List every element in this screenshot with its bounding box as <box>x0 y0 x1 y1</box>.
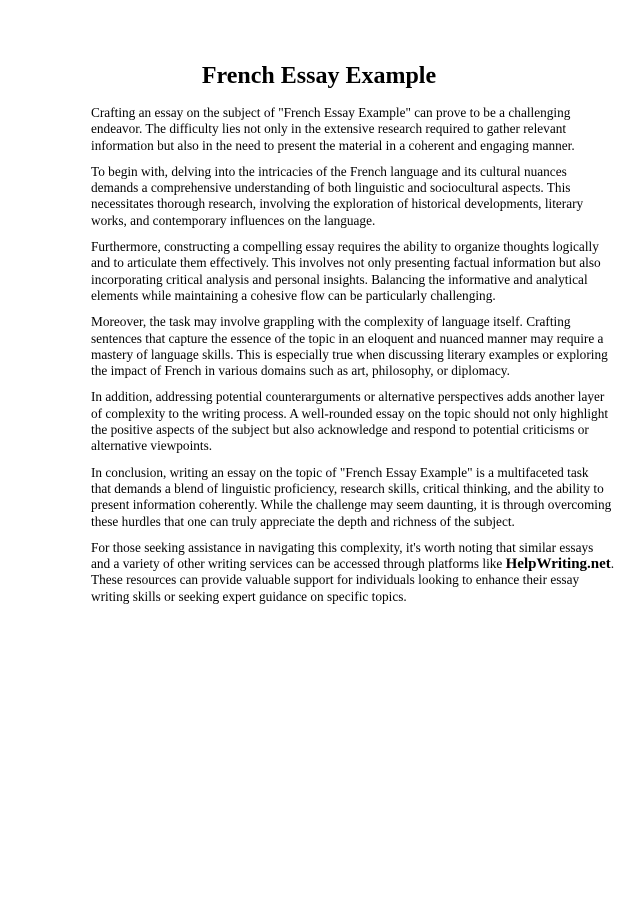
text-line: Furthermore, constructing a compelling essay requires the ability to organize thoughts logically <box>91 239 599 255</box>
text-line: Moreover, the task may involve grappling with the complexity of language itself. Crafting <box>91 314 571 330</box>
paragraph-4 <box>91 314 606 379</box>
text-line: Crafting an essay on the subject of "French Essay Example" can prove to be a challenging <box>91 105 571 120</box>
text-line: demands a comprehensive understanding of both linguistic and sociocultural aspects. This <box>91 180 571 196</box>
text-line: the positive aspects of the subject but also acknowledge and respond to potential criticisms or <box>91 422 589 438</box>
text-line: To begin with, delving into the intricacies of the French language and its cultural nuances <box>91 163 567 179</box>
paragraph-7 <box>91 539 615 605</box>
page-title: French Essay Example <box>201 63 437 89</box>
text-line: incorporating critical analysis and personal insights. Balancing the informative and analytical <box>91 271 588 287</box>
text-line: necessitates thorough research, involving the exploration of historical developments, literary <box>91 196 584 212</box>
text-line-with-link <box>91 556 615 573</box>
text-line: of complexity to the writing process. A well-rounded essay on the topic should not only highlight <box>91 405 609 421</box>
text-line: that demands a blend of linguistic proficiency, research skills, critical thinking, and the ability to <box>91 480 604 496</box>
paragraph-3 <box>91 239 606 304</box>
text-line: works, and contemporary influences on the language. <box>91 212 376 228</box>
text-line: endeavor. The difficulty lies not only in the extensive research required to gather relevant <box>91 121 567 137</box>
text-before-link: and a variety of other writing services can be accessed through platforms like <box>91 556 506 572</box>
text-line: In addition, addressing potential counterarguments or alternative perspectives adds another layer <box>91 389 605 405</box>
text-line: the impact of French in various domains such as art, philosophy, or diplomacy. <box>91 363 510 379</box>
text-line: and to articulate them effectively. This involves not only presenting factual information but also <box>91 255 601 271</box>
text-line: writing skills or seeking expert guidance on specific topics. <box>91 588 407 604</box>
text-line: mastery of language skills. This is especially true when discussing literary examples or exploring <box>91 346 608 362</box>
paragraph-2 <box>91 164 606 229</box>
text-line: elements while maintaining a cohesive flow can be particularly challenging. <box>91 287 496 303</box>
text-line: In conclusion, writing an essay on the topic of "French Essay Example" is a multifaceted task <box>91 464 589 480</box>
text-after-link: . <box>610 556 615 572</box>
text-line: information but also in the need to present the material in a coherent and engaging manner. <box>91 137 575 153</box>
paragraph-6 <box>91 464 612 530</box>
text-line: alternative viewpoints. <box>91 438 213 454</box>
paragraph-1 <box>91 105 606 154</box>
text-line: sentences that capture the essence of the topic in an eloquent and nuanced manner may require a <box>91 330 604 346</box>
document-body <box>91 105 615 615</box>
text-line: these hurdles that one can truly appreciate the depth and richness of the subject. <box>91 513 515 529</box>
text-line: These resources can provide valuable support for individuals looking to enhance their essay <box>91 572 580 588</box>
text-line: For those seeking assistance in navigating this complexity, it's worth noting that similar essays <box>91 539 594 555</box>
text-line: present information coherently. While the challenge may seem daunting, it is through overcoming <box>91 497 612 513</box>
paragraph-5 <box>91 389 609 454</box>
helpwriting-link[interactable]: HelpWriting.net <box>505 556 611 573</box>
